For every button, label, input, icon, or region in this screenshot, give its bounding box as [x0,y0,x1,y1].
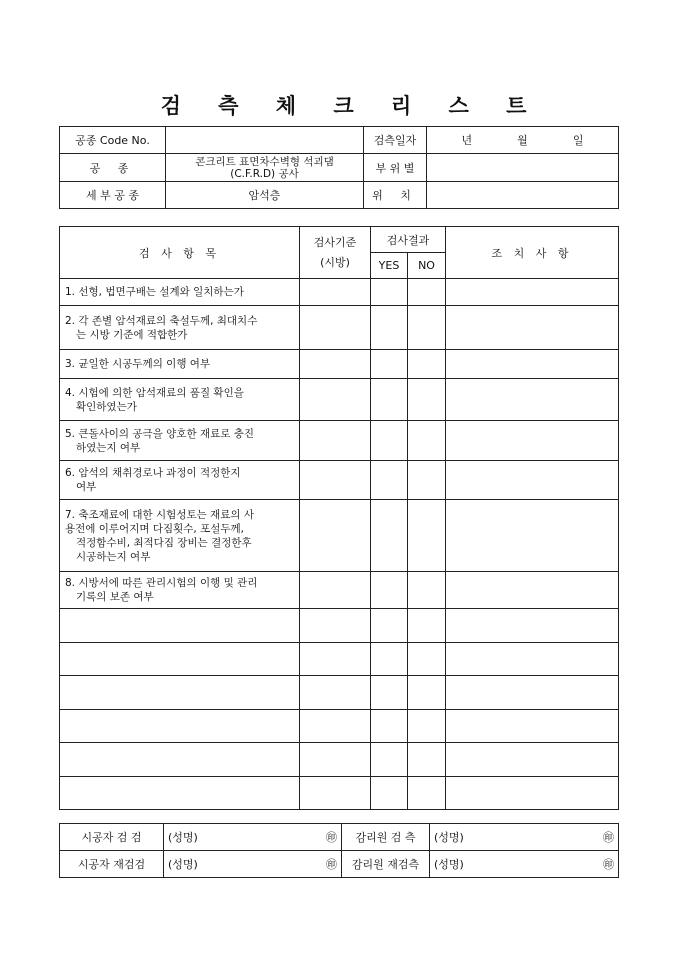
check-item-text [60,572,300,609]
no-cell[interactable] [408,306,446,350]
no-cell[interactable] [408,379,446,421]
seal-icon: ㊞ [326,858,337,871]
date-month-label: 월 [517,134,528,147]
part-label: 부 위 별 [364,154,427,182]
col-header-result: 검사결과 [371,227,446,253]
no-cell[interactable] [408,350,446,379]
inspection-date-label: 검측일자 [364,127,427,154]
action-cell[interactable] [446,350,619,379]
action-cell[interactable] [446,643,619,676]
standard-cell[interactable] [300,710,371,743]
name-placeholder: (성명) [168,858,198,871]
yes-cell[interactable] [371,609,408,643]
col-header-yes: YES [371,253,408,279]
standard-cell[interactable] [300,609,371,643]
action-cell[interactable] [446,421,619,461]
name-placeholder: (성명) [434,831,464,844]
check-item-line: 7. 축조재료에 대한 시험성토는 재료의 사 [65,508,254,521]
check-item-cell[interactable] [60,777,300,810]
check-item-line: 4. 시험에 의한 암석재료의 품질 확인을 [65,386,244,399]
yes-cell[interactable] [371,572,408,609]
no-cell[interactable] [408,279,446,306]
table-row [60,279,619,306]
col-header-standard-sub: (시방) [320,255,350,269]
yes-cell[interactable] [371,306,408,350]
header-info-table [59,126,619,209]
check-item-line: 2. 각 존별 암석재료의 축설두께, 최대치수 [65,314,258,327]
date-year-label: 년 [461,134,473,147]
table-row [60,421,619,461]
contractor-reinspect-label: 시공자 재검검 [60,851,164,878]
location-label: 위 치 [364,182,427,209]
action-cell[interactable] [446,500,619,572]
check-item-line: 5. 큰돌사이의 공극을 양호한 재료로 충진 [65,427,254,440]
yes-cell[interactable] [371,777,408,810]
contractor-inspect-label: 시공자 검 검 [60,824,164,851]
supervisor-inspect-label: 감리원 검 측 [342,824,430,851]
check-item-line: 는 시방 기준에 적합한가 [76,328,188,341]
yes-cell[interactable] [371,421,408,461]
no-cell[interactable] [408,421,446,461]
col-header-action: 조 치 사 항 [446,227,619,279]
col-header-standard [300,227,371,279]
no-cell[interactable] [408,710,446,743]
col-header-item: 검 사 항 목 [60,227,300,279]
check-item-line: 1. 선형, 법면구배는 설계와 일치하는가 [65,286,244,298]
action-cell[interactable] [446,379,619,421]
work-code-field[interactable] [166,127,364,154]
work-type-value-line1: 콘크리트 표면차수벽형 석괴댐 [195,155,334,168]
check-item-cell[interactable] [60,609,300,643]
action-cell[interactable] [446,676,619,710]
check-item-line: 시공하는지 여부 [76,550,151,563]
col-header-standard-title: 검사기준 [313,235,357,249]
table-row-empty [60,710,619,743]
yes-cell[interactable] [371,500,408,572]
check-item-line: 적정함수비, 최적다짐 장비는 결정한후 [76,536,252,549]
no-cell[interactable] [408,572,446,609]
table-row-empty [60,676,619,710]
no-cell[interactable] [408,643,446,676]
check-item-line: 6. 암석의 채취경로나 과정이 적정한지 [65,467,241,479]
check-item-line: 3. 균일한 시공두께의 이행 여부 [65,358,211,370]
check-item-text [60,379,300,421]
inspection-date-field[interactable] [427,127,619,154]
standard-cell[interactable] [300,279,371,306]
no-cell[interactable] [408,743,446,777]
action-cell[interactable] [446,306,619,350]
table-row [60,500,619,572]
checklist-table [59,226,619,810]
standard-cell[interactable] [300,777,371,810]
check-item-text [60,421,300,461]
work-type-label: 공 종 [60,154,166,182]
work-type-value-line2: (C.F.R.D) 공사 [230,167,299,180]
standard-cell[interactable] [300,421,371,461]
standard-cell[interactable] [300,676,371,710]
contractor-reinspect-signature[interactable] [164,851,342,878]
check-item-line: 용전에 이루어지며 다짐횟수, 포설두께, [65,522,244,535]
col-header-no: NO [408,253,446,279]
table-row [60,379,619,421]
seal-icon: ㊞ [603,858,614,871]
supervisor-reinspect-signature[interactable] [430,851,619,878]
standard-cell[interactable] [300,500,371,572]
yes-cell[interactable] [371,350,408,379]
action-cell[interactable] [446,572,619,609]
check-item-cell[interactable] [60,643,300,676]
detail-work-label: 세 부 공 종 [60,182,166,209]
check-item-cell[interactable] [60,743,300,777]
check-item-line: 여부 [76,481,97,493]
table-row-empty [60,609,619,643]
no-cell[interactable] [408,500,446,572]
yes-cell[interactable] [371,461,408,500]
check-item-line: 8. 시방서에 따른 관리시험의 이행 및 관리 [65,577,258,589]
part-field[interactable] [427,154,619,182]
action-cell[interactable] [446,710,619,743]
location-field[interactable] [427,182,619,209]
action-cell[interactable] [446,461,619,500]
date-day-label: 일 [572,134,584,147]
standard-cell[interactable] [300,572,371,609]
yes-cell[interactable] [371,279,408,306]
yes-cell[interactable] [371,743,408,777]
work-type-value [166,154,364,182]
name-placeholder: (성명) [434,858,464,871]
standard-cell[interactable] [300,379,371,421]
yes-cell[interactable] [371,643,408,676]
seal-icon: ㊞ [326,831,337,844]
standard-cell[interactable] [300,643,371,676]
check-item-line: 하였는지 여부 [76,441,141,454]
check-item-text [60,461,300,500]
yes-cell[interactable] [371,676,408,710]
supervisor-inspect-signature[interactable] [430,824,619,851]
table-row-empty [60,743,619,777]
contractor-inspect-signature[interactable] [164,824,342,851]
signature-table [59,823,619,878]
check-item-text [60,500,300,572]
table-row-empty [60,777,619,810]
no-cell[interactable] [408,676,446,710]
check-item-text [60,350,300,379]
standard-cell[interactable] [300,461,371,500]
no-cell[interactable] [408,609,446,643]
document-title: 검 측 체 크 리 스 트 [160,93,542,118]
check-item-cell[interactable] [60,676,300,710]
standard-cell[interactable] [300,743,371,777]
action-cell[interactable] [446,743,619,777]
action-cell[interactable] [446,279,619,306]
standard-cell[interactable] [300,350,371,379]
check-item-text [60,279,300,306]
no-cell[interactable] [408,777,446,810]
table-row [60,461,619,500]
action-cell[interactable] [446,777,619,810]
supervisor-reinspect-label: 감리원 재검측 [342,851,430,878]
action-cell[interactable] [446,609,619,643]
yes-cell[interactable] [371,710,408,743]
check-item-line: 확인하였는가 [76,400,137,413]
work-code-label: 공종 Code No. [60,127,166,154]
detail-work-value: 암석층 [166,182,364,209]
table-row [60,572,619,609]
no-cell[interactable] [408,461,446,500]
table-row-empty [60,643,619,676]
check-item-line: 기록의 보존 여부 [76,591,154,603]
table-row [60,306,619,350]
check-item-cell[interactable] [60,710,300,743]
name-placeholder: (성명) [168,831,198,844]
table-row [60,350,619,379]
yes-cell[interactable] [371,379,408,421]
standard-cell[interactable] [300,306,371,350]
seal-icon: ㊞ [603,831,614,844]
check-item-text [60,306,300,350]
